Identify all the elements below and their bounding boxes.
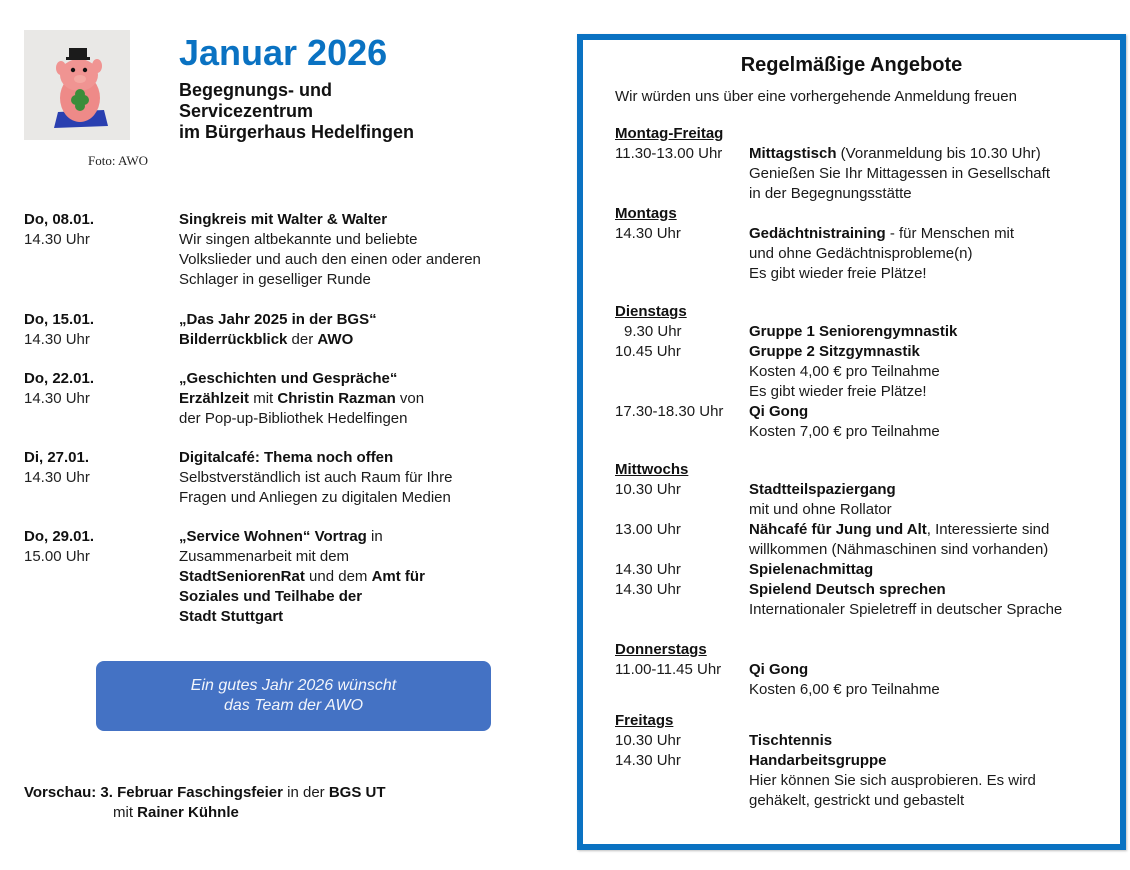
pig-figurine-photo xyxy=(24,30,130,140)
bold-text: BGS UT xyxy=(328,784,386,801)
offer-line xyxy=(749,660,1115,680)
text: gehäkelt, gestrickt und gebastelt xyxy=(749,792,965,809)
offer-time: 10.30 Uhr xyxy=(615,481,681,498)
event-item xyxy=(24,369,544,429)
event-line xyxy=(179,488,544,508)
offer-item xyxy=(615,560,1115,580)
offer-line xyxy=(749,731,1115,751)
offer-description xyxy=(749,580,1115,620)
event-time: 15.00 Uhr xyxy=(24,548,90,565)
text: der Pop-up-Bibliothek Hedelfingen xyxy=(179,410,408,427)
event-time: 14.30 Uhr xyxy=(24,231,90,248)
greeting-banner xyxy=(96,661,491,731)
event-line xyxy=(179,369,544,389)
event-line xyxy=(179,250,544,270)
event-line xyxy=(179,607,544,627)
offer-description xyxy=(749,751,1115,811)
text: und dem xyxy=(304,568,372,585)
offer-item xyxy=(615,520,1115,560)
pig-figurine-icon xyxy=(24,30,130,140)
bold-text: Qi Gong xyxy=(749,661,809,678)
offer-time: 14.30 Uhr xyxy=(615,561,681,578)
section-heading: Freitags xyxy=(615,712,674,729)
text: mit xyxy=(113,804,138,821)
offer-line xyxy=(749,560,1115,580)
photo-caption: Foto: AWO xyxy=(88,153,148,168)
bold-text: Gruppe 2 Sitzgymnastik xyxy=(749,343,920,360)
offer-line xyxy=(749,144,1115,164)
banner-line: Ein gutes Jahr 2026 wünscht xyxy=(190,677,397,694)
bold-text: Singkreis mit Walter & Walter xyxy=(179,211,388,228)
bold-text: „Geschichten und Gespräche“ xyxy=(179,370,398,387)
event-line xyxy=(179,547,544,567)
event-line xyxy=(179,270,544,290)
text: mit xyxy=(249,390,278,407)
offer-section xyxy=(615,640,1115,700)
bold-text: 3. Februar Faschingsfeier xyxy=(96,784,283,801)
offer-item xyxy=(615,751,1115,811)
bold-text: Amt für xyxy=(371,568,425,585)
bold-text: Spielend Deutsch sprechen xyxy=(749,581,946,598)
bold-text: Stadtteilspaziergang xyxy=(749,481,896,498)
text: Kosten 7,00 € pro Teilnahme xyxy=(749,423,940,440)
preview-note xyxy=(24,783,386,823)
text: Volkslieder und auch den einen oder anderen xyxy=(179,251,481,268)
preview-line xyxy=(24,803,386,823)
offer-item xyxy=(615,402,1115,442)
bold-text: Gedächtnistraining xyxy=(749,225,886,242)
offer-description xyxy=(749,224,1115,284)
offer-line xyxy=(749,342,1115,362)
offer-time: 9.30 Uhr xyxy=(624,323,682,340)
offer-line xyxy=(749,224,1115,244)
event-description xyxy=(179,210,544,290)
offer-description xyxy=(749,731,1115,751)
text: Zusammenarbeit mit dem xyxy=(179,548,350,565)
text: Genießen Sie Ihr Mittagessen in Gesellschaft xyxy=(749,165,1050,182)
offer-line xyxy=(749,520,1115,540)
offer-line xyxy=(749,600,1115,620)
event-description xyxy=(179,310,544,350)
text: - für Menschen mit xyxy=(885,225,1015,242)
offer-section xyxy=(615,204,1115,284)
section-heading: Montag-Freitag xyxy=(615,125,724,142)
offer-section xyxy=(615,460,1115,620)
event-line xyxy=(179,310,544,330)
bold-text: „Das Jahr 2025 in der BGS“ xyxy=(179,311,377,328)
bold-text: Rainer Kühnle xyxy=(137,804,239,821)
event-datetime xyxy=(24,527,174,567)
bold-text: AWO xyxy=(317,331,354,348)
event-date: Do, 29.01. xyxy=(24,528,95,545)
offer-time: 14.30 Uhr xyxy=(615,225,681,242)
offer-description xyxy=(749,480,1115,520)
banner-line: das Team der AWO xyxy=(223,697,364,714)
offer-item xyxy=(615,731,1115,751)
event-description xyxy=(179,369,544,429)
text: Fragen und Anliegen zu digitalen Medien xyxy=(179,489,451,506)
offer-line xyxy=(749,680,1115,700)
text: Kosten 6,00 € pro Teilnahme xyxy=(749,681,940,698)
offer-item xyxy=(615,144,1115,204)
offer-line xyxy=(749,402,1115,422)
text: in der Begegnungsstätte xyxy=(749,185,912,202)
offer-description xyxy=(749,322,1115,342)
section-heading: Montags xyxy=(615,205,677,222)
offer-description xyxy=(749,144,1115,204)
offer-item xyxy=(615,660,1115,700)
offer-line xyxy=(749,480,1115,500)
offer-time: 14.30 Uhr xyxy=(615,752,681,769)
offer-line xyxy=(749,362,1115,382)
event-item xyxy=(24,448,544,508)
bold-text: „Service Wohnen“ Vortrag xyxy=(179,528,367,545)
event-time: 14.30 Uhr xyxy=(24,331,90,348)
box-title: Regelmäßige Angebote xyxy=(740,54,963,76)
text: Wir singen altbekannte und beliebte xyxy=(179,231,418,248)
bold-text: Handarbeitsgruppe xyxy=(749,752,887,769)
text: in der xyxy=(282,784,329,801)
offer-line xyxy=(749,382,1115,402)
text: , Interessierte sind xyxy=(926,521,1050,538)
preview-line xyxy=(24,783,386,803)
bold-text: Stadt Stuttgart xyxy=(179,608,284,625)
offer-line xyxy=(749,500,1115,520)
text: willkommen (Nähmaschinen sind vorhanden) xyxy=(749,541,1049,558)
event-date: Do, 22.01. xyxy=(24,370,95,387)
event-date: Di, 27.01. xyxy=(24,449,90,466)
event-line xyxy=(179,330,544,350)
page-subtitle xyxy=(179,80,414,143)
event-line xyxy=(179,448,544,468)
text: Hier können Sie sich ausprobieren. Es wird xyxy=(749,772,1036,789)
offer-line xyxy=(749,751,1115,771)
event-time: 14.30 Uhr xyxy=(24,469,90,486)
text: der xyxy=(287,331,318,348)
event-line xyxy=(179,468,544,488)
bold-text: Tischtennis xyxy=(749,732,833,749)
offer-section xyxy=(615,711,1115,811)
bold-text: Mittagstisch xyxy=(749,145,837,162)
section-heading: Dienstags xyxy=(615,303,687,320)
offer-time: 13.00 Uhr xyxy=(615,521,681,538)
event-description xyxy=(179,448,544,508)
subtitle-line: im Bürgerhaus Hedelfingen xyxy=(179,122,415,142)
offer-time: 10.45 Uhr xyxy=(615,343,681,360)
event-date: Do, 15.01. xyxy=(24,311,95,328)
text: Kosten 4,00 € pro Teilnahme xyxy=(749,363,940,380)
text: Es gibt wieder freie Plätze! xyxy=(749,383,927,400)
bold-text: Soziales und Teilhabe der xyxy=(179,588,363,605)
event-description xyxy=(179,527,544,627)
offer-item xyxy=(615,480,1115,520)
offer-line xyxy=(749,540,1115,560)
page-title: Januar 2026 xyxy=(179,32,388,73)
text: Es gibt wieder freie Plätze! xyxy=(749,265,927,282)
offer-description xyxy=(749,560,1115,580)
offer-description xyxy=(749,402,1115,442)
bold-text: Qi Gong xyxy=(749,403,809,420)
event-item xyxy=(24,310,544,350)
event-line xyxy=(179,210,544,230)
offer-section xyxy=(615,124,1115,204)
event-line xyxy=(179,527,544,547)
box-intro: Wir würden uns über eine vorhergehende Anmeldung freuen xyxy=(615,88,1017,105)
text: Internationaler Spieletreff in deutscher Sprache xyxy=(749,601,1063,618)
text: in xyxy=(366,528,383,545)
offer-description xyxy=(749,520,1115,560)
offer-time: 10.30 Uhr xyxy=(615,732,681,749)
text: mit und ohne Rollator xyxy=(749,501,892,518)
event-datetime xyxy=(24,310,174,350)
event-time: 14.30 Uhr xyxy=(24,390,90,407)
event-datetime xyxy=(24,210,174,250)
offer-item xyxy=(615,580,1115,620)
section-heading: Donnerstags xyxy=(615,641,707,658)
offer-line xyxy=(749,164,1115,184)
event-line xyxy=(179,409,544,429)
offer-item xyxy=(615,224,1115,284)
offer-line xyxy=(749,771,1115,791)
offer-line xyxy=(749,244,1115,264)
event-item xyxy=(24,210,544,290)
offer-line xyxy=(749,184,1115,204)
event-line xyxy=(179,587,544,607)
offer-time: 11.30-13.00 Uhr xyxy=(615,145,723,162)
offer-item xyxy=(615,322,1115,342)
offer-line xyxy=(749,580,1115,600)
event-datetime xyxy=(24,448,174,488)
offer-line xyxy=(749,322,1115,342)
event-date: Do, 08.01. xyxy=(24,211,95,228)
bold-text: Gruppe 1 Seniorengymnastik xyxy=(749,323,958,340)
bold-text: Nähcafé für Jung und Alt xyxy=(749,521,927,538)
preview-label: Vorschau: xyxy=(24,784,97,801)
offer-time: 11.00-11.45 Uhr xyxy=(615,661,722,678)
bold-text: StadtSeniorenRat xyxy=(179,568,305,585)
offer-item xyxy=(615,342,1115,402)
offer-time: 17.30-18.30 Uhr xyxy=(615,403,724,420)
text: und ohne Gedächtnisprobleme(n) xyxy=(749,245,973,262)
text: Selbstverständlich ist auch Raum für Ihre xyxy=(179,469,453,486)
offer-line xyxy=(749,264,1115,284)
section-heading: Mittwochs xyxy=(615,461,689,478)
subtitle-line: Begegnungs- und xyxy=(179,80,332,100)
event-line xyxy=(179,230,544,250)
bold-text: Spielenachmittag xyxy=(749,561,874,578)
offer-time: 14.30 Uhr xyxy=(615,581,681,598)
event-item xyxy=(24,527,544,627)
text: Schlager in geselliger Runde xyxy=(179,271,371,288)
event-datetime xyxy=(24,369,174,409)
regular-offers-box xyxy=(577,34,1126,850)
offer-section xyxy=(615,302,1115,442)
text: von xyxy=(395,390,425,407)
event-line xyxy=(179,389,544,409)
offer-description xyxy=(749,660,1115,700)
event-line xyxy=(179,567,544,587)
text: (Voranmeldung bis 10.30 Uhr) xyxy=(836,145,1041,162)
bold-text: Digitalcafé: Thema noch offen xyxy=(179,449,394,466)
offer-line xyxy=(749,791,1115,811)
bold-text: Bilderrückblick xyxy=(179,331,288,348)
subtitle-line: Servicezentrum xyxy=(179,101,314,121)
offer-description xyxy=(749,342,1115,402)
bold-text: Erzählzeit xyxy=(179,390,250,407)
offer-line xyxy=(749,422,1115,442)
bold-text: Christin Razman xyxy=(277,390,396,407)
